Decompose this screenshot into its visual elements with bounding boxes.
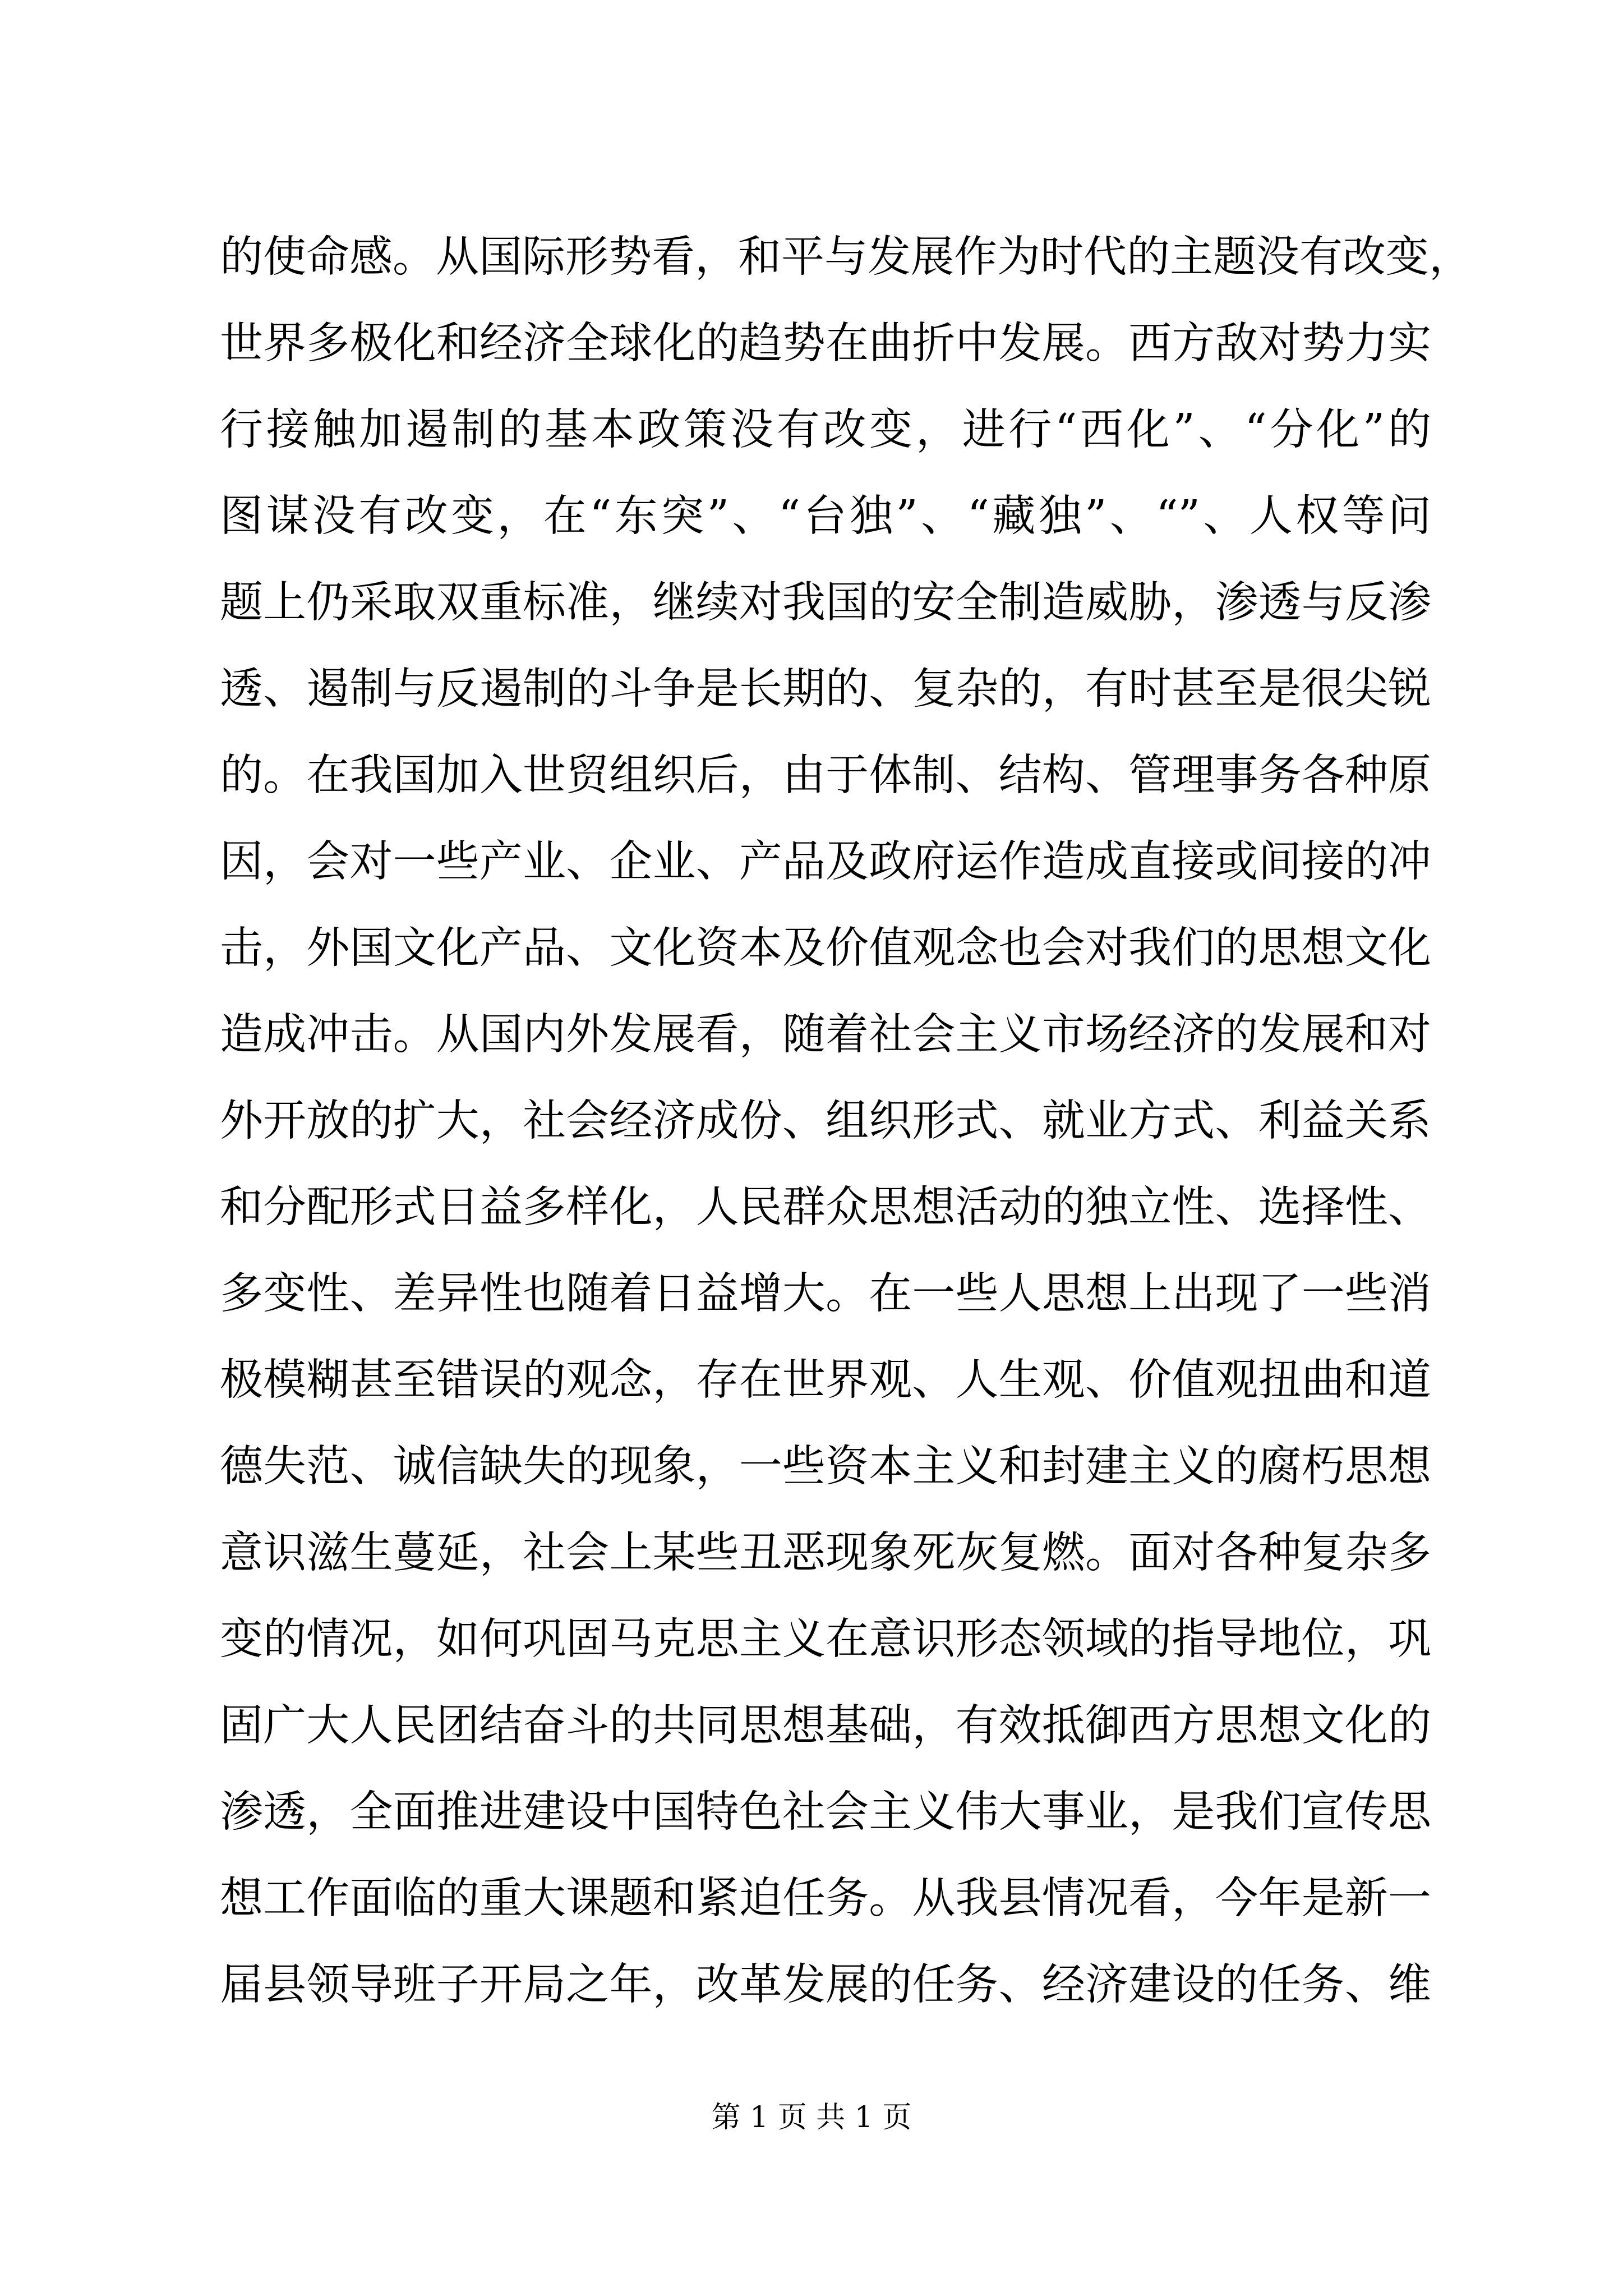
text-line: 固广大人民团结奋斗的共同思想基础，有效抵御西方思想文化的 [220, 1701, 1431, 1751]
text-line: 的。在我国加入世贸组织后，由于体制、结构、管理事务各种原 [220, 751, 1431, 800]
page-footer [0, 2098, 1623, 2137]
text-line: 和分配形式日益多样化，人民群众思想活动的独立性、选择性、 [220, 1182, 1431, 1232]
text-line: 变的情况，如何巩固马克思主义在意识形态领域的指导地位，巩 [220, 1614, 1431, 1664]
body-text [220, 214, 1472, 2028]
text-line: 极模糊甚至错误的观念，存在世界观、人生观、价值观扭曲和道 [220, 1355, 1431, 1405]
text-line: 图谋没有改变，在“东突”、“台独”、“藏独”、“”、人权等问 [220, 491, 1431, 541]
text-line: 行接触加遏制的基本政策没有改变，进行“西化”、“分化”的 [220, 405, 1431, 455]
text-line: 意识滋生蔓延，社会上某些丑恶现象死灰复燃。面对各种复杂多 [220, 1528, 1431, 1578]
text-line: 外开放的扩大，社会经济成份、组织形式、就业方式、利益关系 [220, 1096, 1431, 1146]
text-line: 透、遏制与反遏制的斗争是长期的、复杂的，有时甚至是很尖锐 [220, 664, 1431, 714]
text-line: 的使命感。从国际形势看，和平与发展作为时代的主题没有改变， [220, 232, 1472, 282]
text-line: 世界多极化和经济全球化的趋势在曲折中发展。西方敌对势力实 [220, 319, 1431, 369]
text-line: 击，外国文化产品、文化资本及价值观念也会对我们的思想文化 [220, 923, 1431, 973]
text-line: 多变性、差异性也随着日益增大。在一些人思想上出现了一些消 [220, 1269, 1431, 1319]
text-line: 渗透，全面推进建设中国特色社会主义伟大事业，是我们宣传思 [220, 1787, 1431, 1837]
text-line: 题上仍采取双重标准，继续对我国的安全制造威胁，渗透与反渗 [220, 578, 1431, 628]
text-line: 德失范、诚信缺失的现象，一些资本主义和封建主义的腐朽思想 [220, 1442, 1431, 1492]
text-line: 造成冲击。从国内外发展看，随着社会主义市场经济的发展和对 [220, 1010, 1431, 1060]
text-line: 因，会对一些产业、企业、产品及政府运作造成直接或间接的冲 [220, 837, 1431, 887]
text-line: 想工作面临的重大课题和紧迫任务。从我县情况看，今年是新一 [220, 1874, 1431, 1924]
text-line: 届县领导班子开局之年，改革发展的任务、经济建设的任务、维 [220, 1960, 1431, 2010]
page-number-label: 第 1 页 共 1 页 [711, 2101, 912, 2134]
